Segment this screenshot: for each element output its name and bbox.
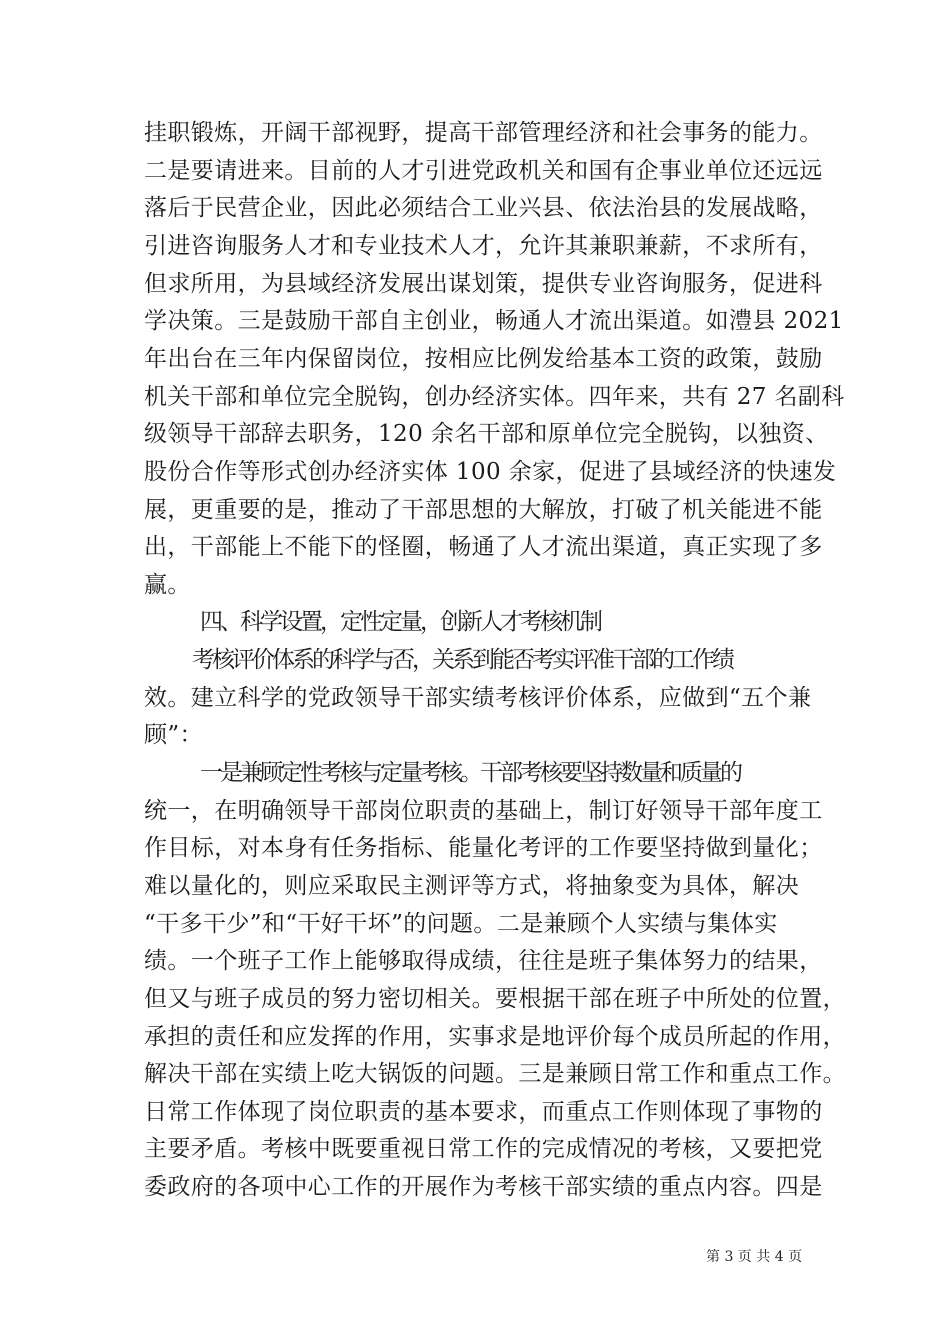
- text-line: 统一，在明确领导干部岗位职责的基础上，制订好领导干部年度工: [144, 798, 823, 824]
- text-line: 主要矛盾。考核中既要重视日常工作的完成情况的考核，又要把党: [144, 1136, 823, 1162]
- text-line: 落后于民营企业，因此必须结合工业兴县、依法治县的发展战略，: [144, 195, 823, 221]
- text-line: 解决干部在实绩上吃大锅饭的问题。三是兼顾日常工作和重点工作。: [144, 1061, 846, 1087]
- section-heading: 四、科学设置，定性定量，创新人才考核机制: [200, 609, 600, 635]
- text-line: 展，更重要的是，推动了干部思想的大解放，打破了机关能进不能: [144, 497, 823, 523]
- text-line: 效。建立科学的党政领导干部实绩考核评价体系，应做到“五个兼: [144, 685, 812, 711]
- text-line: “干多干少”和“干好干坏”的问题。二是兼顾个人实绩与集体实: [144, 911, 778, 937]
- text-line: 日常工作体现了岗位职责的基本要求，而重点工作则体现了事物的: [144, 1099, 823, 1125]
- text-line: 年出台在三年内保留岗位，按相应比例发给基本工资的政策，鼓励: [144, 346, 823, 372]
- page-number: 第 3 页 共 4 页: [706, 1249, 803, 1265]
- text-line: 股份合作等形式创办经济实体 100 余家，促进了县域经济的快速发: [144, 459, 837, 485]
- text-line: 二是要请进来。目前的人才引进党政机关和国有企事业单位还远远: [144, 158, 823, 184]
- text-line: 顾”：: [144, 722, 203, 748]
- text-line: 绩。一个班子工作上能够取得成绩，往往是班子集体努力的结果，: [144, 948, 823, 974]
- text-line: 但又与班子成员的努力密切相关。要根据干部在班子中所处的位置，: [144, 986, 846, 1012]
- text-line: 作目标，对本身有任务指标、能量化考评的工作要坚持做到量化；: [144, 835, 823, 861]
- text-line: 赢。: [144, 572, 191, 598]
- text-line: 级领导干部辞去职务，120 余名干部和原单位完全脱钩，以独资、: [144, 421, 829, 447]
- text-line: 引进咨询服务人才和专业技术人才，允许其兼职兼薪，不求所有，: [144, 233, 823, 259]
- text-line: 难以量化的，则应采取民主测评等方式，将抽象变为具体，解决: [144, 873, 800, 899]
- text-line: 一是兼顾定性考核与定量考核。干部考核要坚持数量和质量的: [200, 760, 740, 786]
- text-line: 考核评价体系的科学与否，关系到能否考实评准干部的工作绩: [192, 647, 732, 673]
- text-line: 挂职锻炼，开阔干部视野，提高干部管理经济和社会事务的能力。: [144, 120, 823, 146]
- text-line: 机关干部和单位完全脱钩，创办经济实体。四年来，共有 27 名副科: [144, 384, 845, 410]
- text-line: 委政府的各项中心工作的开展作为考核干部实绩的重点内容。四是: [144, 1174, 823, 1200]
- text-line: 承担的责任和应发挥的作用，实事求是地评价每个成员所起的作用，: [144, 1024, 846, 1050]
- text-line: 学决策。三是鼓励干部自主创业，畅通人才流出渠道。如澧县 2021: [144, 308, 844, 334]
- text-line: 但求所用，为县域经济发展出谋划策，提供专业咨询服务，促进科: [144, 271, 823, 297]
- text-line: 出，干部能上不能下的怪圈，畅通了人才流出渠道，真正实现了多: [144, 534, 823, 560]
